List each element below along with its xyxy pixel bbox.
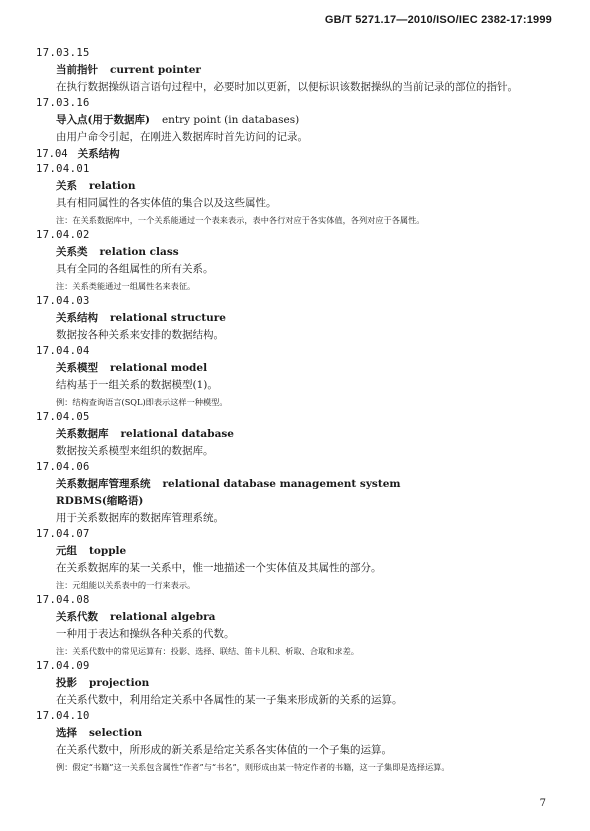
term-en: relation class [99,246,179,258]
entry-term [36,725,556,742]
entry-number: 17.04.02 [36,229,90,241]
entry-term [36,476,556,493]
entry-number: 17.04.03 [36,295,90,307]
section-number: 17.04 [36,148,68,160]
term-cn: 关系模型 [56,362,98,374]
entry-definition: 在关系数据库的某一关系中，惟一地描述一个实体值及其属性的部分。 [56,562,382,574]
entry-definition: 由用户命令引起，在刚进入数据库时首先访问的记录。 [56,131,308,143]
entry-term [36,609,556,626]
entry-number: 17.03.16 [36,97,90,109]
entry-term [36,310,556,327]
entry-number: 17.04.05 [36,411,90,423]
entry-definition: 结构基于一组关系的数据模型(1)。 [56,379,218,391]
entry-number: 17.04.10 [36,710,90,722]
entry-number: 17.03.15 [36,47,90,59]
entry-number: 17.04.07 [36,528,90,540]
entry-term [36,426,556,443]
term-en: relational model [110,362,208,374]
entry-term [36,178,556,195]
entry-term [36,675,556,692]
entry-note: 注：在关系数据库中，一个关系能通过一个表来表示，表中各行对应于各实体值，各列对应于各属性。 [56,215,425,225]
page-header: GB/T 5271.17—2010/ISO/IEC 2382-17:1999 [324,14,552,26]
entry-definition: 一种用于表达和操纵各种关系的代数。 [56,628,235,640]
entry-number: 17.04.09 [36,660,90,672]
term-en: topple [89,545,127,557]
term-en: relational database [120,428,234,440]
term-cn: 关系数据库 [56,428,109,440]
entry-definition: 数据按关系模型来组织的数据库。 [56,445,214,457]
entry-note: 注：元组能以关系表中的一行来表示。 [56,580,196,590]
entry-example: 例：假定“书籍”这一关系包含属性“作者”与“书名”，则形成由某一特定作者的书籍，这一子集即是选择运算。 [56,762,450,772]
term-en: relation [89,180,136,192]
entry-definition: 用于关系数据库的数据库管理系统。 [56,512,224,524]
entry-definition: 具有全同的各组属性的所有关系。 [56,263,214,275]
term-en: relational algebra [110,611,216,623]
term-cn: 关系代数 [56,611,98,623]
page-number: 7 [539,798,546,809]
term-cn: 导入点(用于数据库) [56,114,150,126]
term-en: entry point (in databases) [161,114,300,126]
entry-note: 注：关系类能通过一组属性名来表征。 [56,281,196,291]
term-cn: 关系类 [56,246,88,258]
term-cn: 元组 [56,545,77,557]
entry-definition: 在关系代数中，所形成的新关系是给定关系各实体值的一个子集的运算。 [56,744,392,756]
term-cn: 关系 [56,180,77,192]
section-title: 关系结构 [77,148,120,160]
term-en: relational structure [110,312,226,324]
section-heading [36,146,556,162]
term-en: selection [89,727,143,739]
entry-note: 注：关系代数中的常见运算有：投影、选择、联结、笛卡儿积、析取、合取和求差。 [56,646,359,656]
entry-definition: 在执行数据操纵语言语句过程中，必要时加以更新，以便标识该数据操纵的当前记录的部位的指针。 [56,81,518,93]
entry-number: 17.04.06 [36,461,90,473]
term-cn: 当前指针 [56,64,98,76]
entry-abbreviation: RDBMS(缩略语) [56,495,144,507]
document-body [36,46,556,775]
entry-number: 17.04.01 [36,163,90,175]
term-cn: 关系结构 [56,312,98,324]
entry-definition: 数据按各种关系来安排的数据结构。 [56,329,224,341]
entry-number: 17.04.08 [36,594,90,606]
entry-term [36,112,556,129]
entry-term [36,543,556,560]
entry-definition: 在关系代数中，利用给定关系中各属性的某一子集来形成新的关系的运算。 [56,694,403,706]
term-en: current pointer [110,64,201,76]
term-cn: 关系数据库管理系统 [56,478,151,490]
term-cn: 选择 [56,727,77,739]
entry-example: 例：结构查询语言(SQL)即表示这样一种模型。 [56,397,228,407]
term-cn: 投影 [56,677,77,689]
entry-term [36,62,556,79]
entry-term [36,244,556,261]
term-en: projection [89,677,150,689]
entry-definition: 具有相同属性的各实体值的集合以及这些属性。 [56,197,277,209]
term-en: relational database management system [162,478,401,490]
entry-number: 17.04.04 [36,345,90,357]
entry-term [36,360,556,377]
